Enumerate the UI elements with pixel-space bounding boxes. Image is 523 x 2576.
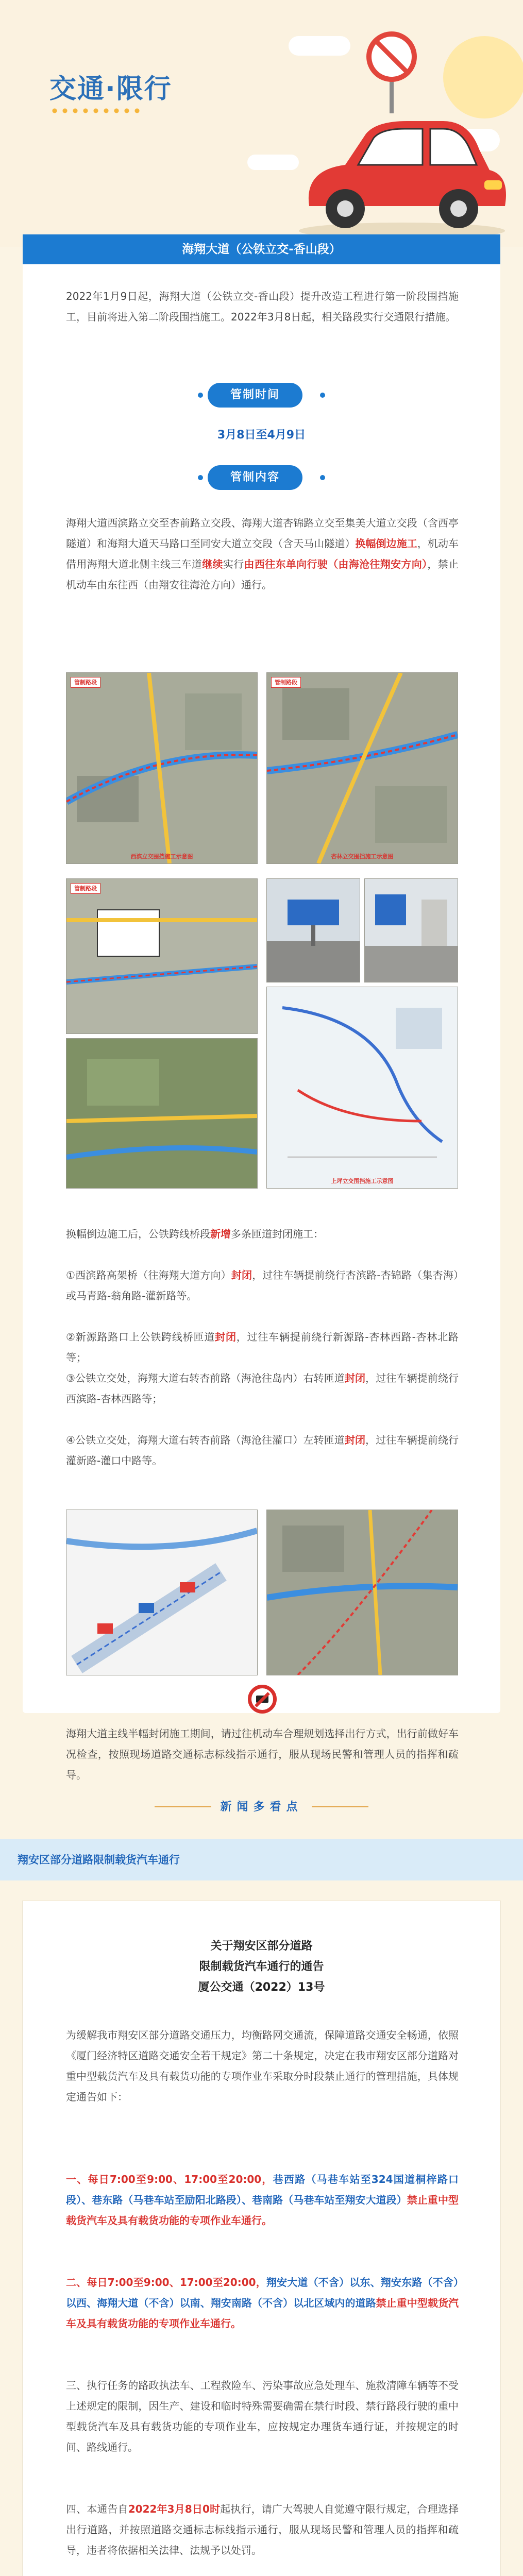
closure-item-4: ④公铁立交处，海翔大道右转杏前路（海沧往灌口）左转匝道封闭，过往车辆提前绕行灌新路-灌口中路等。 (66, 1434, 459, 1467)
map-caption: 西滨立交围挡施工示意图 (130, 853, 193, 860)
map-image (266, 672, 458, 864)
map-image (66, 672, 258, 864)
route-map-image (266, 987, 458, 1189)
notice-rule-3: 三、执行任务的路政执法车、工程救险车、污染事故应急处理车、施救清障车辆等不受上述规定的限制，因生产、建设和临时特殊需要确需在禁行时段、禁行路段行驶的重中型载货汽车及具有载货功能的专项作业车，应按规定办理货车通行证，并按规定的时间、路线通行。 (66, 2379, 459, 2453)
closure-item-2: ②新源路路口上公铁跨线桥匝道封闭，过往车辆提前绕行新源路-杏林西路-杏林北路等； (66, 1331, 459, 1364)
notice-title-line-2: 限制载货汽车通行的通告 (199, 1960, 324, 1973)
no-truck-wrap (23, 1685, 500, 1716)
notice-title-line-1: 关于翔安区部分道路 (210, 1940, 313, 1953)
article-card (23, 234, 500, 1713)
traffic-sign-icon (361, 31, 423, 113)
pill-dot (198, 393, 203, 398)
notice-title-line-3: 厦公交通（2022）13号 (198, 1981, 325, 1994)
section-title-bar: 海翔大道（公铁立交-香山段） (23, 234, 500, 264)
closure-diagram (66, 1510, 258, 1675)
map-image (66, 1038, 258, 1189)
content-paragraph: 海翔大道西滨路立交至杏前路立交段、海翔大道杏锦路立交至集美大道立交段（含西亭隧道）和海翔大道天马路口至同安大道立交段（含天马山隧道）换幅倒边施工，机动车借用海翔大道北侧主线三车道继续实行由西往东单向行驶（由海沧往翔安方向），禁止机动车由东往西（由翔安往海沧方向）通行。 (66, 517, 459, 591)
pill-dot (320, 475, 325, 480)
map-tag: 管制路段 (71, 883, 100, 894)
map-image (66, 878, 258, 1034)
pill-dot (320, 393, 325, 398)
time-label-pill: 管制时间 (208, 383, 302, 408)
map-tag: 管制路段 (71, 677, 100, 688)
notice-panel (23, 1901, 500, 2576)
pill-dot (198, 475, 203, 480)
intro-text: 2022年1月9日起，海翔大道（公铁立交-香山段）提升改造工程进行第一阶段围挡施工，目前将进入第二阶段围挡施工。2022年3月8日起，相关路段实行交通限行措施。 (66, 290, 459, 323)
news-divider-title: 新闻多看点 (220, 1801, 303, 1814)
notice-rule-4: 四、本通告自2022年3月8日0时起执行，请广大驾驶人自觉遵守限行规定，合理选择出行道路，并按照道路交通标志标线指示通行，服从现场民警和管理人员的指挥和疏导，违者将依据相关法律、法规予以处罚。 (66, 2503, 459, 2556)
notice-intro: 为缓解我市翔安区部分道路交通压力，均衡路网交通流，保障道路交通安全畅通，依照《厦门经济特区道路交通安全若干规定》第二十条规定，决定在我市翔安区部分道路对重中型载货汽车及具有载货功能的专项作业车采取分时段禁止通行的管理措施，具体规定通告如下： (66, 2029, 459, 2103)
header-banner (0, 0, 523, 247)
page-title: 交通·限行 (49, 74, 172, 105)
intro-paragraph (66, 286, 459, 327)
closing-note: 海翔大道主线半幅封闭施工期间，请过往机动车合理规划选择出行方式，出行前做好车况检查，按照现场道路交通标志标线指示通行，服从现场民警和管理人员的指挥和疏导。 (66, 1727, 459, 1781)
map-caption: 杏林立交围挡施工示意图 (331, 853, 394, 860)
cloud-decoration (289, 36, 350, 56)
notice-rule-1: 一、每日7:00至9:00、17:00至20:00，巷西路（马巷车站至324国道桐梓路口段）、巷东路（马巷车站至励阳北路段）、巷南路（马巷车站至翔安大道段）禁止重中型载货汽车及具有载货功能的专项作业车通行。 (66, 2173, 459, 2227)
divider-line (312, 1806, 368, 1807)
article2-header-bar (0, 1839, 523, 1880)
content-label-pill: 管制内容 (208, 465, 302, 490)
photo-image (266, 878, 360, 982)
photo-image (364, 878, 458, 982)
closure-intro: 换幅倒边施工后，公铁跨线桥段新增多条匝道封闭施工： (66, 1228, 324, 1240)
map-caption: 上坪立交围挡施工示意图 (331, 1178, 394, 1184)
map-tag: 管制路段 (271, 677, 301, 688)
title-dots-decoration (49, 108, 142, 113)
closure-item-3: ③公铁立交处，海翔大道右转杏前路（海沧往岛内）右转匝道封闭，过往车辆提前绕行西滨路-杏林西路等； (66, 1372, 459, 1405)
closure-map (266, 1510, 458, 1675)
sun-decoration (443, 36, 523, 118)
time-value: 3月8日至4月9日 (217, 429, 306, 442)
no-truck-icon (248, 1685, 277, 1714)
red-car-icon (289, 108, 515, 242)
closure-item-1: ①西滨路高架桥（往海翔大道方向）封闭，过往车辆提前绕行杏滨路-杏锦路（集杏海）或马青路-翁角路-灌新路等。 (66, 1269, 459, 1302)
article2-header-title: 翔安区部分道路限制载货汽车通行 (18, 1854, 180, 1866)
notice-rule-2: 二、每日7:00至9:00、17:00至20:00，翔安大道（不含）以东、翔安东路（不含）以西、海翔大道（不含）以南、翔安南路（不含）以北区域内的道路禁止重中型载货汽车及具有载货功能的专项作业车通行。 (66, 2276, 459, 2330)
